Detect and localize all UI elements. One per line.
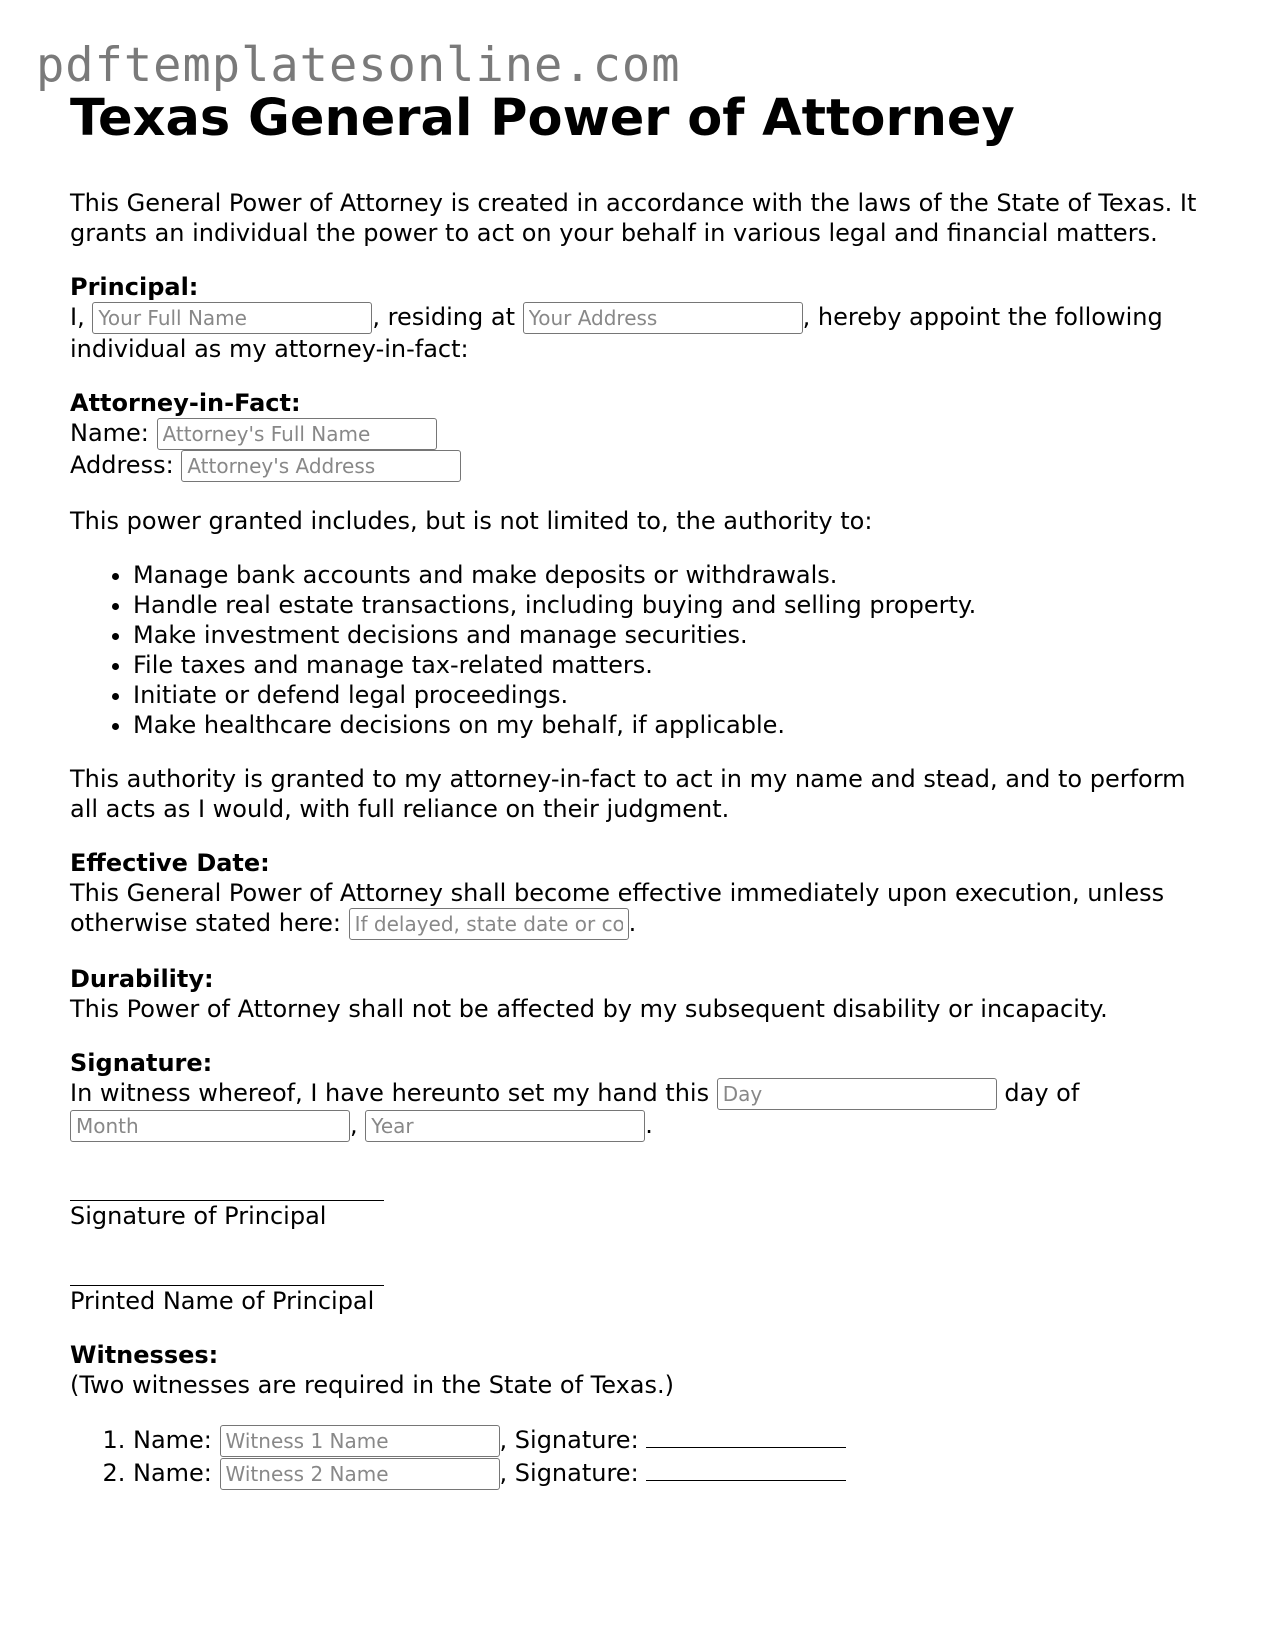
signature-day-of: day of bbox=[1004, 1079, 1080, 1107]
principal-signature-block bbox=[70, 1172, 1220, 1231]
signature-heading: Signature: bbox=[70, 1049, 213, 1077]
attorney-name-label: Name: bbox=[70, 419, 149, 447]
effective-date-input[interactable] bbox=[349, 908, 629, 940]
principal-suffix-text: , hereby appoint the following individual as my attorney-in-fact: bbox=[70, 303, 1163, 363]
list-item bbox=[133, 1424, 1220, 1457]
principal-name-input[interactable] bbox=[92, 302, 372, 334]
witness-2-signature-line[interactable] bbox=[646, 1458, 846, 1481]
witnesses-list bbox=[70, 1424, 1220, 1490]
signature-year-input[interactable] bbox=[365, 1110, 645, 1142]
attorney-section bbox=[70, 388, 1220, 482]
durability-heading: Durability: bbox=[70, 965, 214, 993]
witness-signature-label: , Signature: bbox=[499, 1426, 639, 1454]
witnesses-note: (Two witnesses are required in the State of Texas.) bbox=[70, 1371, 674, 1399]
principal-printed-line[interactable] bbox=[70, 1257, 384, 1286]
attorney-address-row bbox=[70, 450, 1220, 482]
list-item: • Initiate or defend legal proceedings. bbox=[133, 680, 1220, 710]
effective-text: This General Power of Attorney shall become effective immediately upon execution, unless otherwise stated here: bbox=[70, 879, 1165, 937]
witness-1-name-input[interactable] bbox=[220, 1425, 500, 1457]
signature-day-input[interactable] bbox=[717, 1078, 997, 1110]
signature-comma: , bbox=[350, 1111, 358, 1139]
attorney-address-label: Address: bbox=[70, 451, 174, 479]
principal-signature-label: Signature of Principal bbox=[70, 1202, 327, 1230]
document bbox=[70, 88, 1220, 1490]
signature-text: In witness whereof, I have hereunto set my hand this bbox=[70, 1079, 710, 1107]
watermark: pdftemplatesonline.com bbox=[36, 38, 681, 93]
powers-closing: This authority is granted to my attorney-in-fact to act in my name and stead, and to perform all acts as I would, with full reliance on their judgment. bbox=[70, 765, 1186, 823]
intro-paragraph: This General Power of Attorney is created in accordance with the laws of the State of Texas. It grants an individual the power to act on your behalf in various legal and financial matters. bbox=[70, 189, 1197, 247]
list-item: • Make healthcare decisions on my behalf, if applicable. bbox=[133, 710, 1220, 740]
durability-section bbox=[70, 964, 1220, 1024]
signature-section bbox=[70, 1048, 1220, 1142]
page-title: Texas General Power of Attorney bbox=[70, 89, 1015, 148]
principal-signature-line[interactable] bbox=[70, 1172, 384, 1201]
principal-heading: Principal: bbox=[70, 273, 199, 301]
witness-1-signature-line[interactable] bbox=[646, 1425, 846, 1448]
witness-name-label: Name: bbox=[133, 1459, 212, 1487]
witnesses-section bbox=[70, 1340, 1220, 1400]
witness-name-label: Name: bbox=[133, 1426, 212, 1454]
list-item: • Make investment decisions and manage securities. bbox=[133, 620, 1220, 650]
attorney-name-row bbox=[70, 418, 1220, 450]
powers-intro: This power granted includes, but is not limited to, the authority to: bbox=[70, 507, 873, 535]
effective-end: . bbox=[628, 909, 637, 937]
principal-section bbox=[70, 272, 1220, 364]
witness-signature-label: , Signature: bbox=[499, 1459, 639, 1487]
witnesses-heading: Witnesses: bbox=[70, 1341, 219, 1369]
attorney-heading: Attorney-in-Fact: bbox=[70, 389, 301, 417]
signature-month-input[interactable] bbox=[70, 1110, 350, 1142]
attorney-name-input[interactable] bbox=[157, 418, 437, 450]
list-item: • File taxes and manage tax-related matters. bbox=[133, 650, 1220, 680]
principal-printed-block bbox=[70, 1257, 1220, 1316]
list-item: • Manage bank accounts and make deposits or withdrawals. bbox=[133, 560, 1220, 590]
powers-list bbox=[70, 560, 1220, 740]
signature-end: . bbox=[645, 1111, 653, 1139]
durability-text: This Power of Attorney shall not be affected by my subsequent disability or incapacity. bbox=[70, 995, 1108, 1023]
witness-2-name-input[interactable] bbox=[220, 1458, 500, 1490]
effective-heading: Effective Date: bbox=[70, 849, 270, 877]
principal-address-input[interactable] bbox=[523, 302, 803, 334]
list-item: • Handle real estate transactions, including buying and selling property. bbox=[133, 590, 1220, 620]
list-item bbox=[133, 1457, 1220, 1490]
principal-residing-text: , residing at bbox=[372, 303, 515, 331]
attorney-address-input[interactable] bbox=[181, 450, 461, 482]
effective-section bbox=[70, 848, 1220, 940]
principal-printed-label: Printed Name of Principal bbox=[70, 1287, 375, 1315]
principal-prefix: I, bbox=[70, 303, 85, 331]
